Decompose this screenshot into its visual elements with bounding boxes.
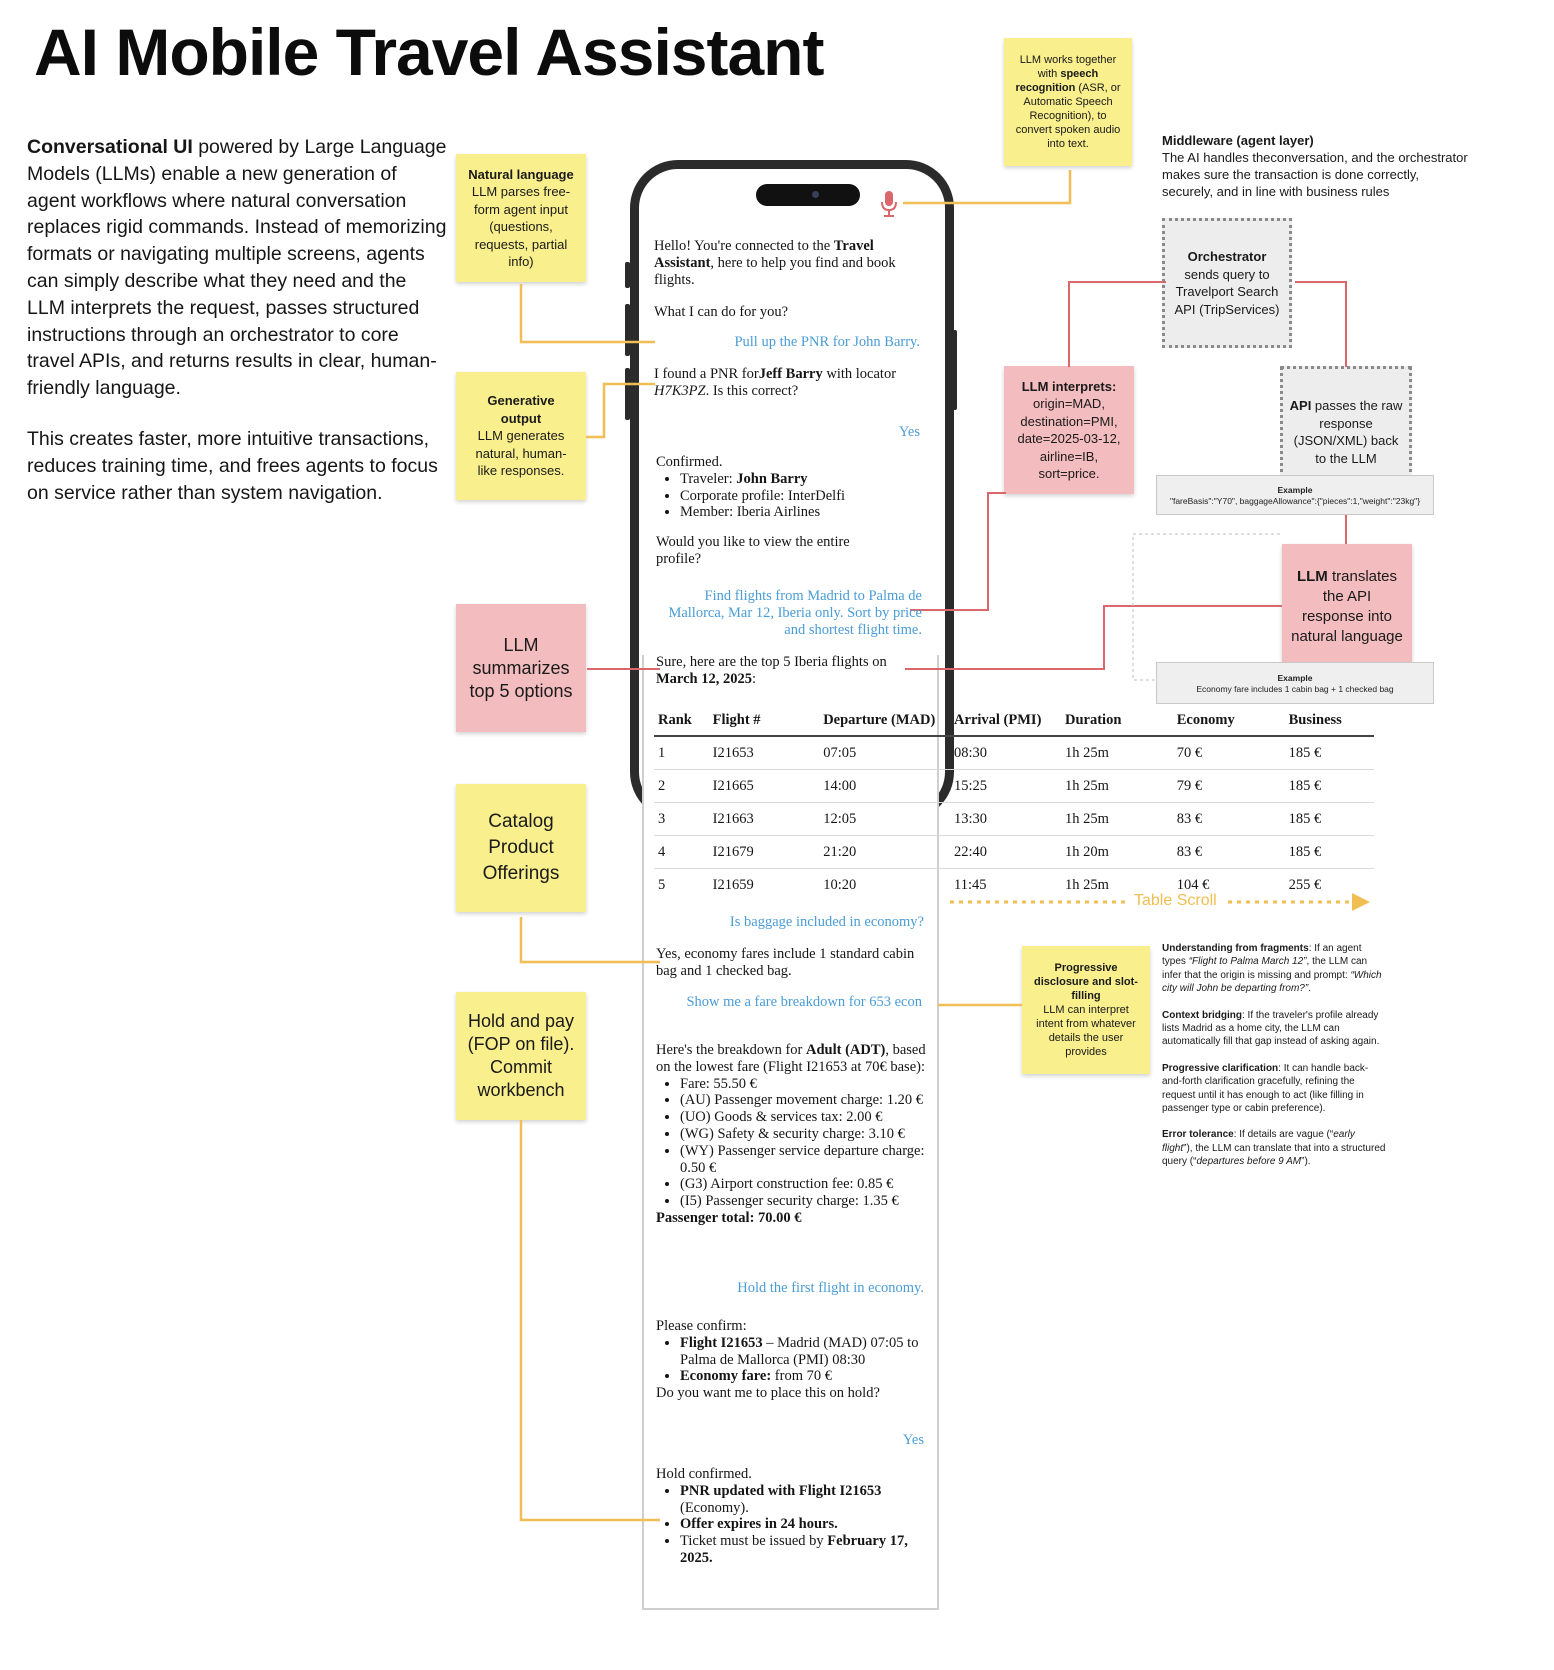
- intro-rest: powered by Large Language Models (LLMs) enable a new generation of agent workflows where natural conversation replaces rigid commands. Instead of memorizing formats or navigating multiple screens, agents can simply describe what they need and the LLM interprets the request, passes structured instructions through an orchestrator to core travel APIs, and returns results in clear, human-friendly language.: [27, 136, 447, 400]
- table-cell: 79 €: [1173, 770, 1285, 803]
- table-scroll-label[interactable]: Table Scroll: [1134, 892, 1217, 909]
- table-cell: 255 €: [1288, 876, 1322, 893]
- note-llm-summarizes: LLM summarizes top 5 options: [456, 604, 586, 732]
- side-note-italic2: “Which city will John be departing from?”: [1162, 969, 1382, 995]
- note-hold-and-pay: Hold and pay (FOP on file). Commit workbench: [456, 992, 586, 1120]
- side-note-text2: , the LLM can infer that the origin is missing and prompt:: [1162, 956, 1368, 981]
- list-item: • Ticket must be issued by February 17, 2025.: [680, 1533, 926, 1567]
- table-header-cell: Duration: [1061, 705, 1173, 736]
- note-speech-recognition: LLM works together with speech recognition (ASR, or Automatic Speech Recognition), to convert spoken audio into text.: [1004, 38, 1132, 166]
- note-generative-output: Generative output LLM generates natural, human-like responses.: [456, 372, 586, 500]
- line-llm-translates: [905, 606, 1282, 669]
- table-header-cell: Flight #: [709, 705, 820, 736]
- table-cell: 12:05: [819, 803, 950, 836]
- side-note-text3: .: [1308, 983, 1311, 995]
- user-message-7: Yes: [902, 1432, 924, 1448]
- table-cell: 4: [654, 836, 709, 869]
- table-cell: 15:25: [950, 770, 1061, 803]
- side-note-text3: ”).: [1301, 1156, 1311, 1168]
- middleware-title: Middleware (agent layer): [1162, 133, 1314, 148]
- table-cell: 3: [654, 803, 709, 836]
- side-note-bold: Progressive clarification: [1162, 1062, 1279, 1074]
- api-example-box: Example "fareBasis":"Y70", baggageAllowance":{"pieces":1,"weight":"23kg"}: [1156, 475, 1434, 515]
- line-natural-language: [521, 284, 655, 342]
- table-cell: 1h 25m: [1064, 876, 1109, 893]
- fee-item: • (AU) Passenger movement charge: 1.20 €: [680, 1092, 926, 1109]
- note-natural-language: Natural language LLM parses free-form agent input (questions, requests, partial info): [456, 154, 586, 282]
- side-note-bold: Context bridging: [1162, 1009, 1242, 1021]
- list-item: • Economy fare: from 70 €: [680, 1368, 926, 1385]
- fee-item: • (G3) Airport construction fee: 0.85 €: [680, 1176, 926, 1193]
- table-cell: 08:30: [950, 736, 1061, 770]
- side-note-text: : If an agent types: [1162, 943, 1362, 968]
- assistant-greeting: Hello! You're connected to the Travel Assistant, here to help you find and book flights.: [654, 238, 896, 288]
- intro-bold: Conversational UI: [27, 136, 193, 158]
- list-item: • Flight I21653 – Madrid (MAD) 07:05 to Palma de Mallorca (PMI) 08:30: [680, 1335, 926, 1369]
- line-orchestrator-left: [1069, 282, 1166, 367]
- table-cell: I21663: [709, 803, 820, 836]
- note-llm-translates: LLM translates the API response into natural language: [1282, 544, 1412, 670]
- note-progressive-disclosure: Progressive disclosure and slot-filling LLM can interpret intent from whatever details the user provides: [1022, 946, 1150, 1074]
- table-cell: 2: [654, 770, 709, 803]
- table-cell: 185 €: [1285, 770, 1374, 803]
- fee-item: • (I5) Passenger security charge: 1.35 €: [680, 1193, 926, 1210]
- table-cell: 185 €: [1285, 836, 1374, 869]
- flights-table[interactable]: [654, 705, 1374, 901]
- table-header-cell: Rank: [654, 705, 709, 736]
- table-cell: 1h 25m: [1061, 736, 1173, 770]
- user-message-1: Pull up the PNR for John Barry.: [734, 334, 920, 350]
- table-header-row: [654, 705, 1374, 736]
- table-cell: 13:30: [950, 803, 1061, 836]
- line-llm-interprets: [910, 493, 1006, 610]
- page-title: AI Mobile Travel Assistant: [34, 15, 824, 89]
- fee-item: • (UO) Goods & services tax: 2.00 €: [680, 1109, 926, 1126]
- table-cell: 70 €: [1173, 736, 1285, 770]
- table-row[interactable]: [654, 803, 1374, 836]
- list-item: • Traveler: John Barry: [680, 471, 918, 488]
- table-cell: 185 €: [1285, 736, 1374, 770]
- table-cell: 07:05: [819, 736, 950, 770]
- user-message-5: Show me a fare breakdown for 653 econ: [686, 994, 922, 1010]
- table-cell: 22:40: [950, 836, 1061, 869]
- table-cell: 11:45: [954, 876, 987, 893]
- table-cell: 83 €: [1173, 803, 1285, 836]
- camera-icon: [812, 191, 819, 198]
- list-item: • Offer expires in 24 hours.: [680, 1516, 926, 1533]
- table-row[interactable]: [654, 836, 1374, 869]
- assistant-view-profile: Would you like to view the entire profile?: [656, 534, 850, 567]
- fee-item: • Fare: 55.50 €: [680, 1076, 926, 1093]
- assistant-baggage: Yes, economy fares include 1 standard cabin bag and 1 checked bag.: [656, 946, 915, 979]
- side-note-text2: ”), the LLM can translate that into a structured query (“: [1162, 1142, 1386, 1168]
- assistant-breakdown: Here's the breakdown for Adult (ADT), based on the lowest fare (Flight I21653 at 70€ base): • Fare: 55.50 € • (AU) Passenger movement charge: 1.20 € • (UO) Goods & services tax: 2.00 € • (WG) Safety & security charge: 3.10 € • (WY) Passenger service departure charge: 0.50 € • (G3) Airport construction fee: 0.85 € • (I5) Passenger security charge: 1.35 € Passenger total: 70.00 €: [656, 1042, 926, 1227]
- user-message-4: Is baggage included in economy?: [729, 914, 924, 930]
- note-llm-interprets: LLM interprets: origin=MAD, destination=PMI, date=2025-03-12, airline=IB, sort=price.: [1004, 366, 1134, 494]
- assistant-confirmed: Confirmed. • Traveler: John Barry • Corporate profile: InterDelfi • Member: Iberia Airlines: [656, 454, 918, 521]
- side-note-italic: early flight: [1162, 1129, 1355, 1154]
- table-row[interactable]: [654, 869, 1374, 902]
- list-item: • Corporate profile: InterDelfi: [680, 488, 918, 505]
- fee-item: • (WG) Safety & security charge: 3.10 €: [680, 1126, 926, 1143]
- table-cell: 185 €: [1285, 803, 1374, 836]
- table-cell: 104 €: [1176, 876, 1210, 893]
- user-message-2: Yes: [898, 424, 920, 440]
- assistant-hold-confirmed: Hold confirmed. • PNR updated with Flight I21653 (Economy). • Offer expires in 24 hours. • Ticket must be issued by February 17, 2025.: [656, 1466, 926, 1567]
- table-cell: 14:00: [819, 770, 950, 803]
- table-cell: 21:20: [819, 836, 950, 869]
- line-generative-output: [586, 384, 655, 437]
- table-cell: I21653: [709, 736, 820, 770]
- table-cell: 1h 25m: [1061, 770, 1173, 803]
- dynamic-island: [756, 184, 860, 206]
- side-note-italic2: departures before 9 AM: [1196, 1156, 1302, 1168]
- line-catalog: [521, 917, 660, 962]
- line-speech: [903, 170, 1070, 203]
- assistant-pnr-found: I found a PNR forJeff Barry with locator H7K3PZ. Is this correct?: [654, 366, 897, 399]
- note-orchestrator: Orchestrator sends query to Travelport Search API (TripServices): [1162, 218, 1292, 348]
- assistant-please-confirm: Please confirm: • Flight I21653 – Madrid (MAD) 07:05 to Palma de Mallorca (PMI) 08:30 • Economy fare: from 70 € Do you want me to place this on hold?: [656, 1318, 926, 1402]
- table-row[interactable]: [654, 736, 1374, 770]
- list-item: • Member: Iberia Airlines: [680, 504, 918, 521]
- side-note-bold: Understanding from fragments: [1162, 943, 1309, 954]
- user-message-6: Hold the first flight in economy.: [737, 1280, 924, 1296]
- table-cell: I21665: [709, 770, 820, 803]
- fees-list: [656, 1076, 926, 1210]
- line-orchestrator-right: [1295, 282, 1346, 367]
- note-catalog-offerings: Catalog Product Offerings: [456, 784, 586, 912]
- table-header-cell: Arrival (PMI): [950, 705, 1061, 736]
- user-message-3: Find flights from Madrid to Palma de Mallorca, Mar 12, Iberia only. Sort by price and shortest flight time.: [668, 588, 922, 638]
- assistant-ask: What I can do for you?: [654, 304, 789, 320]
- table-header-cell: Departure (MAD): [819, 705, 950, 736]
- intro-paragraph-2: This creates faster, more intuitive transactions, reduces training time, and frees agents to focus on service rather than system navigation.: [27, 427, 438, 504]
- nl-example-box: Example Economy fare includes 1 cabin bag + 1 checked bag: [1156, 662, 1434, 704]
- microphone-icon[interactable]: [880, 190, 898, 218]
- table-cell: 1h 25m: [1061, 803, 1173, 836]
- table-cell: 10:20: [823, 876, 857, 893]
- side-note-text: : If the traveler's profile already lists Madrid as a home city, the LLM can automatically fill that gap instead of asking again.: [1162, 1009, 1380, 1048]
- side-note-italic: “Flight to Palma March 12”: [1188, 956, 1307, 968]
- table-cell: 83 €: [1173, 836, 1285, 869]
- table-cell: 5: [658, 876, 666, 893]
- table-cell: I21679: [709, 836, 820, 869]
- table-header-cell: Economy: [1173, 705, 1285, 736]
- table-cell: 1h 20m: [1061, 836, 1173, 869]
- assistant-top5: Sure, here are the top 5 Iberia flights on March 12, 2025:: [656, 654, 887, 687]
- fee-item: • (WY) Passenger service departure charge: 0.50 €: [680, 1143, 926, 1177]
- table-cell: I21659: [712, 876, 754, 893]
- table-header-cell: Business: [1285, 705, 1374, 736]
- list-item: • PNR updated with Flight I21653 (Economy).: [680, 1483, 926, 1517]
- side-note-bold: Error tolerance: [1162, 1129, 1234, 1141]
- table-row[interactable]: [654, 770, 1374, 803]
- table-cell: 1: [654, 736, 709, 770]
- note-api: API passes the raw response (JSON/XML) back to the LLM: [1280, 366, 1412, 498]
- line-hold-pay: [521, 1120, 660, 1520]
- middleware-body: The AI handles theconversation, and the orchestrator makes sure the transaction is done correctly, securely, and in line with business rules: [1162, 150, 1468, 199]
- side-note-text: : It can handle back-and-forth clarification gracefully, refining the request until it has enough to act (like filling in passenger type or cabin preference).: [1162, 1062, 1369, 1115]
- side-note-text: : If details are vague (“: [1233, 1129, 1334, 1141]
